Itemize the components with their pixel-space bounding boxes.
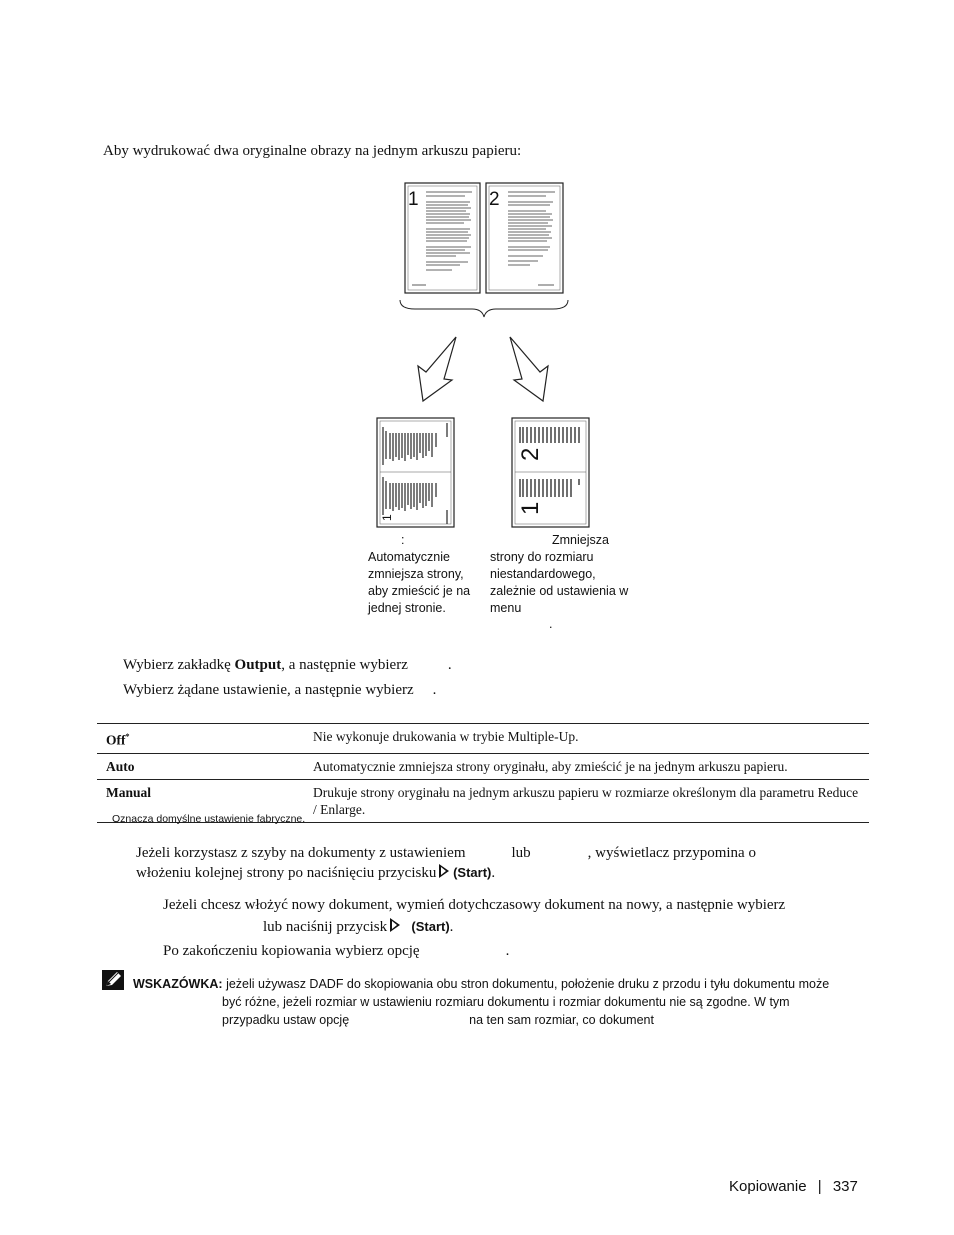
caption-auto: : Automatycznie zmniejsza strony, aby zmieścić je na jednej stronie. <box>368 533 471 615</box>
result-right-number-1: 1 <box>517 501 544 515</box>
table-footnote: Oznacza domyślne ustawienie fabryczne. <box>112 813 306 825</box>
step-2: Wybierz żądane ustawienie, a następnie wybierz . <box>123 682 437 698</box>
intro-text: Aby wydrukować dwa oryginalne obrazy na jednym arkuszu papieru: <box>103 143 522 159</box>
setting-description: Nie wykonuje drukowania w trybie Multiple-Up. <box>313 729 579 744</box>
table-row <box>97 753 869 779</box>
page-number: 337 <box>832 1178 858 1195</box>
brace <box>400 300 568 317</box>
glass-note: Jeżeli korzystasz z szyby na dokumenty z ustawieniem lub , wyświetlacz przypomina o włożeniu kolejnej strony po naciśnięciu przycisku (Start). <box>136 845 756 881</box>
setting-key: Auto <box>106 758 135 774</box>
arrow-left-icon <box>418 337 456 401</box>
setting-key: Off* <box>106 732 130 748</box>
start-icon <box>390 918 400 932</box>
arrow-right-icon <box>510 337 548 401</box>
original-page-2 <box>486 183 563 293</box>
footer-separator: | <box>817 1178 822 1195</box>
caption-manual: Zmniejsza strony do rozmiaru niestandardowego, zależnie od ustawienia w menu . <box>490 533 629 631</box>
table-row <box>97 724 869 754</box>
note-line-1: WSKAZÓWKA: jeżeli używasz DADF do skopiowania obu stron dokumentu, położenie druku z przodu i tyłu dokumentu może <box>133 977 830 991</box>
note-label: WSKAZÓWKA: <box>133 977 223 991</box>
step-1: Wybierz zakładkę Output, a następnie wybierz . <box>123 657 452 673</box>
note-pencil-icon <box>102 970 124 990</box>
note-line-3: przypadku ustaw opcję na ten sam rozmiar, co dokument <box>222 1013 654 1027</box>
note-line-2: być różne, jeżeli rozmiar w ustawieniu rozmiaru dokumentu i rozmiar dokumentu nie są zgodne. W tym <box>222 995 790 1009</box>
original-page-1 <box>405 183 480 293</box>
substep-a: Jeżeli chcesz włożyć nowy dokument, wymień dotychczasowy dokument na nowy, a następnie wybierz lub naciśnij przycisk (Start). <box>163 897 786 935</box>
output-tab-name: Output <box>234 657 282 673</box>
footer-section: Kopiowanie <box>729 1178 807 1195</box>
result-manual <box>512 418 589 527</box>
result-left-number: 1 <box>380 514 394 521</box>
page2-number: 2 <box>489 189 500 210</box>
page1-number: 1 <box>408 189 419 210</box>
start-icon <box>439 864 449 878</box>
setting-key: Manual <box>106 784 152 800</box>
page-footer <box>729 1178 858 1195</box>
setting-description: Drukuje strony oryginału na jednym arkuszu papieru w rozmiarze określonym dla parametru Reduce / Enlarge. <box>313 784 859 817</box>
result-right-number-2: 2 <box>517 447 544 461</box>
result-auto <box>377 418 454 527</box>
settings-table <box>97 723 869 823</box>
substep-b: Po zakończeniu kopiowania wybierz opcję . <box>163 943 510 959</box>
setting-description: Automatycznie zmniejsza strony oryginału, aby zmieścić je na jednym arkuszu papieru. <box>313 758 788 774</box>
multiple-up-illustration <box>360 175 660 540</box>
